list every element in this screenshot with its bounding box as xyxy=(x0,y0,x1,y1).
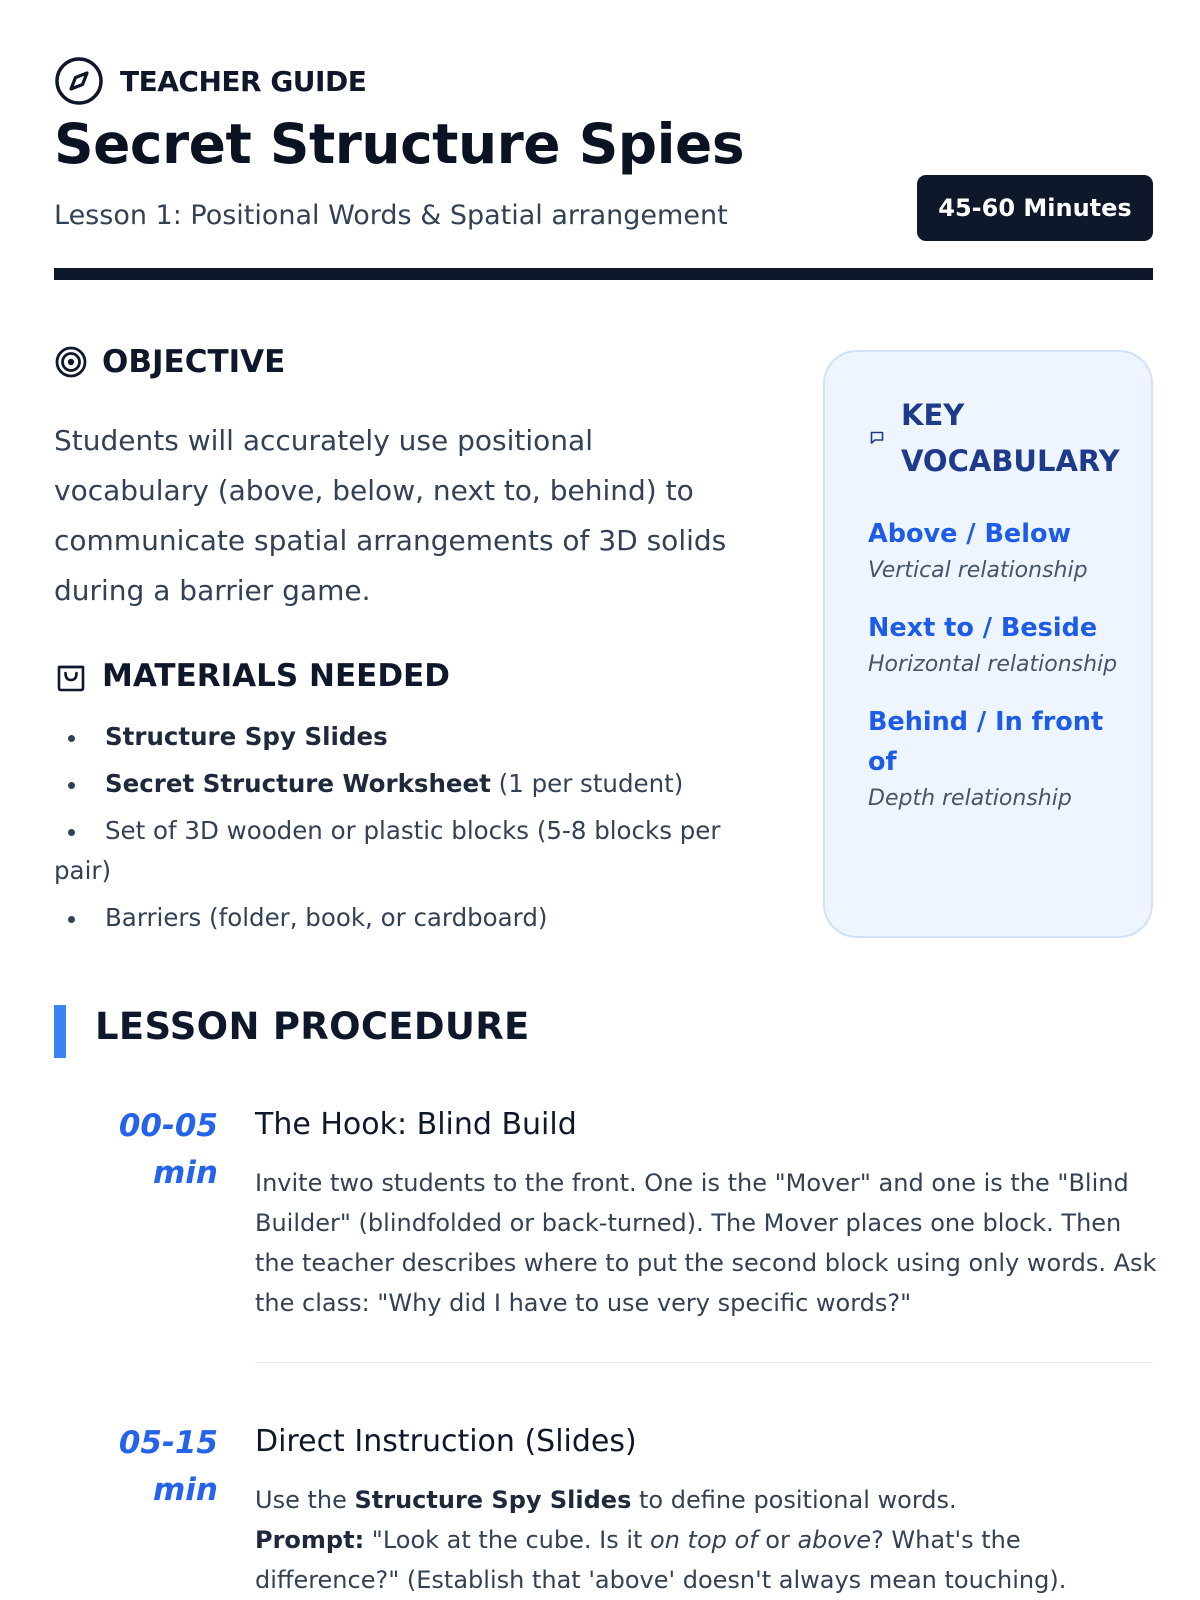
objective-heading-label: OBJECTIVE xyxy=(102,344,286,380)
duration-badge: 45-60 Minutes xyxy=(917,175,1153,241)
target-icon xyxy=(54,345,88,379)
step-time: 00-05 min xyxy=(118,1108,218,1191)
objective-heading xyxy=(54,344,285,380)
list-item xyxy=(54,811,754,891)
compass-icon xyxy=(54,56,104,106)
step-title: The Hook: Blind Build xyxy=(255,1107,577,1142)
prompt-text: or xyxy=(757,1526,798,1554)
step-divider xyxy=(255,1362,1153,1363)
material-name: Set of 3D wooden or plastic blocks (5-8 blocks per pair) xyxy=(54,816,721,885)
prompt-text: "Look at the cube. Is it xyxy=(364,1526,651,1554)
step-text: Use the xyxy=(255,1486,355,1514)
prompt-italic: above xyxy=(797,1526,872,1554)
materials-list xyxy=(54,717,754,945)
eyebrow-label: TEACHER GUIDE xyxy=(120,64,367,98)
material-name: Structure Spy Slides xyxy=(105,722,388,751)
step-emphasis: Structure Spy Slides xyxy=(354,1486,632,1514)
objective-text: Students will accurately use positional vocabulary (above, below, next to, behind) to communicate spatial arrangements of 3D solids during a barrier game. xyxy=(54,424,727,607)
step-time: 05-15 min xyxy=(118,1425,218,1508)
list-item xyxy=(54,717,754,757)
vocab-term: Next to / Beside xyxy=(868,613,1098,643)
procedure-heading: LESSON PROCEDURE xyxy=(95,1005,530,1048)
vocab-definition: Vertical relationship xyxy=(868,558,1088,583)
lesson-subtitle: Lesson 1: Positional Words & Spatial arrangement xyxy=(54,200,728,231)
material-name: Barriers (folder, book, or cardboard) xyxy=(105,903,548,932)
vocab-term: Above / Below xyxy=(868,519,1072,549)
material-note: (1 per student) xyxy=(490,769,684,798)
procedure-accent-bar xyxy=(54,1005,66,1058)
page-title: Secret Structure Spies xyxy=(54,112,745,176)
prompt-italic: on top of xyxy=(650,1526,758,1554)
step-title: Direct Instruction (Slides) xyxy=(255,1424,637,1459)
step-text: to define positional words. xyxy=(631,1486,957,1514)
list-item xyxy=(54,764,754,804)
material-name: Secret Structure Worksheet xyxy=(105,769,491,798)
guide-eyebrow xyxy=(54,56,366,106)
prompt-text: ? What's the difference?" (Establish that 'above' doesn't always mean touching). xyxy=(255,1526,1067,1594)
vocab-definition: Depth relationship xyxy=(868,786,1072,811)
key-vocabulary-card xyxy=(823,350,1153,938)
step-description xyxy=(255,1480,1160,1600)
vocab-term: Behind / In front of xyxy=(868,707,1104,777)
vocab-definition: Horizontal relationship xyxy=(868,652,1118,677)
header-divider xyxy=(54,268,1153,280)
materials-heading xyxy=(54,658,450,694)
vocabulary-heading xyxy=(869,392,1131,484)
prompt-label: Prompt: xyxy=(255,1526,365,1554)
materials-heading-label: MATERIALS NEEDED xyxy=(102,658,450,694)
list-item xyxy=(54,898,754,938)
shopping-bag-icon xyxy=(54,659,88,693)
vocabulary-heading-label: KEY VOCABULARY xyxy=(901,398,1120,478)
chat-bubble-icon xyxy=(869,430,885,446)
step-description: Invite two students to the front. One is the "Mover" and one is the "Blind Builder" (blindfolded or back-turned). The Mover places one block. Then the teacher describes where to put the second block using only words. Ask the class: "Why did I have to use very specific words?" xyxy=(255,1169,1157,1317)
